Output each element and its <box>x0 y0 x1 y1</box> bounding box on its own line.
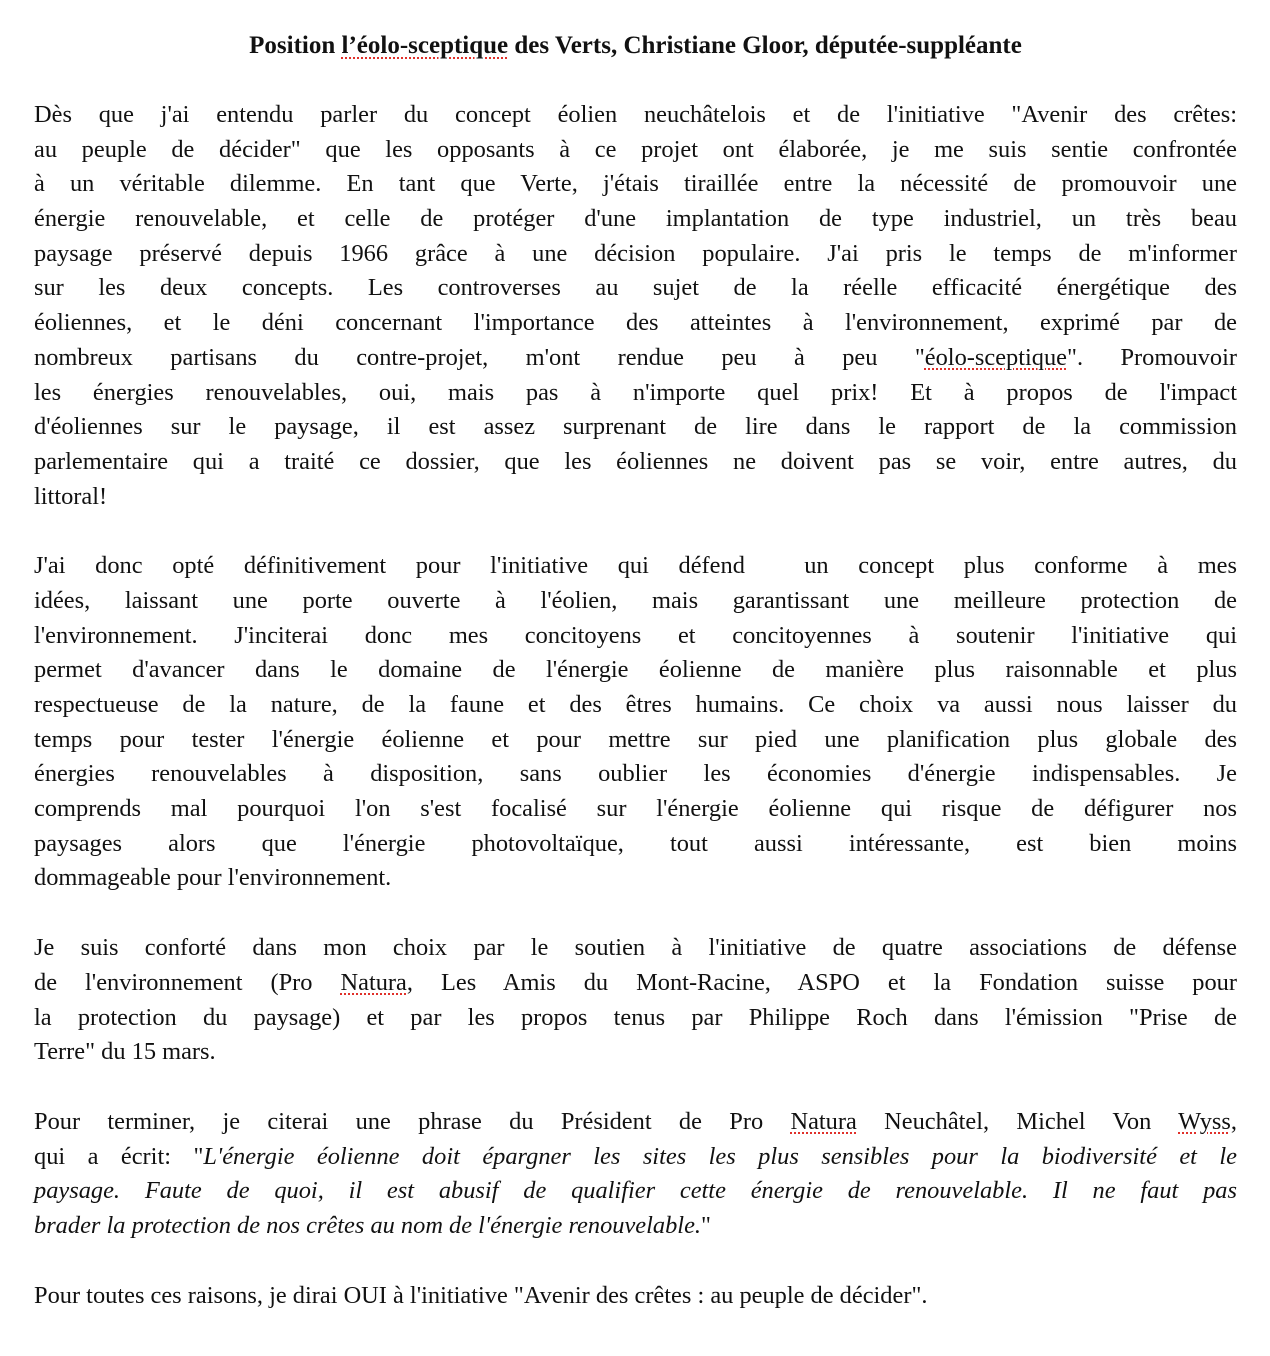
text-line: l'environnement. J'inciterai donc mes concitoyens et concitoyennes à soutenir l'initiative qui <box>34 621 1237 649</box>
text-line <box>34 1209 1237 1244</box>
text-line: dommageable pour l'environnement. <box>34 864 392 892</box>
text-line: éoliennes, et le déni concernant l'importance des atteintes à l'environnement, exprimé par de <box>34 309 1237 337</box>
paragraph-spacing <box>34 1244 1237 1279</box>
paragraph-spacing <box>34 1070 1237 1105</box>
quote-text-line: paysage. Faute de quoi, il est abusif de qualifier cette énergie de renouvelable. Il ne faut pas <box>34 1177 1237 1205</box>
title-text: des Verts, Christiane Gloor, députée-suppléante <box>508 32 1022 59</box>
text-line: Terre" du 15 mars. <box>34 1038 216 1066</box>
paragraph-spacing <box>34 514 1237 549</box>
paragraph-3 <box>34 931 1237 1070</box>
text-line: idées, laissant une porte ouverte à l'éolien, mais garantissant une meilleure protection de <box>34 586 1237 614</box>
text-segment: de l'environnement (Pro <box>34 968 341 996</box>
text-line: parlementaire qui a traité ce dossier, que les éoliennes ne doivent pas se voir, entre autres, du <box>34 447 1237 475</box>
title-text: Position <box>249 32 342 59</box>
spellcheck-flagged-word[interactable]: Wyss <box>1178 1107 1231 1135</box>
text-line: J'ai donc opté définitivement pour l'initiative qui défend un concept plus conforme à mes <box>34 552 1237 580</box>
text-segment: nombreux partisans du contre-projet, m'ont rendue peu à peu " <box>34 343 925 371</box>
text-segment: ". Promouvoir <box>1067 343 1238 371</box>
text-line: sur les deux concepts. Les controverses au sujet de la réelle efficacité énergétique des <box>34 274 1237 302</box>
text-line: paysage préservé depuis 1966 grâce à une décision populaire. J'ai pris le temps de m'informer <box>34 239 1237 267</box>
text-line: Dès que j'ai entendu parler du concept éolien neuchâtelois et de l'initiative "Avenir des crêtes: <box>34 101 1237 128</box>
paragraph-4 <box>34 1105 1237 1244</box>
text-line: d'éoliennes sur le paysage, il est assez surprenant de lire dans le rapport de la commission <box>34 413 1237 441</box>
document-page <box>34 28 1237 1313</box>
text-segment: Neuchâtel, Michel Von <box>856 1107 1179 1135</box>
text-line <box>34 966 1237 1001</box>
text-segment: Pour terminer, je citerai une phrase du Président de Pro <box>34 1107 791 1135</box>
paragraph-1 <box>34 98 1237 514</box>
quote-text: brader la protection de nos crêtes au nom de l'énergie renouvelable. <box>34 1211 701 1239</box>
text-segment: , Les Amis du Mont-Racine, ASPO et la Fondation suisse pour <box>406 968 1237 996</box>
text-segment: , <box>1230 1107 1237 1135</box>
spellcheck-flagged-word[interactable]: l’éolo-sceptique <box>341 32 509 59</box>
text-line: permet d'avancer dans le domaine de l'énergie éolienne de manière plus raisonnable et plus <box>34 656 1237 684</box>
text-line: Je suis conforté dans mon choix par le soutien à l'initiative de quatre associations de défense <box>34 934 1237 962</box>
text-segment: " <box>701 1211 711 1239</box>
text-line: la protection du paysage) et par les propos tenus par Philippe Roch dans l'émission "Prise de <box>34 1003 1237 1031</box>
spellcheck-flagged-word[interactable]: Natura <box>340 968 407 996</box>
text-line: comprends mal pourquoi l'on s'est focalisé sur l'énergie éolienne qui risque de défigurer nos <box>34 795 1237 823</box>
text-line <box>34 341 1237 376</box>
document-title <box>34 28 1237 64</box>
text-line <box>34 1140 1237 1175</box>
text-line: à un véritable dilemme. En tant que Verte, j'étais tiraillée entre la nécessité de promouvoir une <box>34 170 1237 198</box>
text-segment: qui a écrit: " <box>34 1142 204 1170</box>
text-line: les énergies renouvelables, oui, mais pas à n'importe quel prix! Et à propos de l'impact <box>34 378 1237 406</box>
text-line: Pour toutes ces raisons, je dirai OUI à l'initiative "Avenir des crêtes : au peuple de décider". <box>34 1281 928 1309</box>
paragraph-spacing <box>34 896 1237 931</box>
text-line <box>34 1105 1237 1140</box>
text-line: paysages alors que l'énergie photovoltaïque, tout aussi intéressante, est bien moins <box>34 829 1237 857</box>
paragraph-2 <box>34 549 1237 896</box>
quote-text: L'énergie éolienne doit épargner les sites les plus sensibles pour la biodiversité et le <box>203 1142 1237 1170</box>
text-line: énergie renouvelable, et celle de protéger d'une implantation de type industriel, un très beau <box>34 205 1237 233</box>
text-line: énergies renouvelables à disposition, sans oublier les économies d'énergie indispensables. Je <box>34 760 1237 788</box>
paragraph-5 <box>34 1279 1237 1314</box>
text-line: littoral! <box>34 482 108 510</box>
text-line: temps pour tester l'énergie éolienne et pour mettre sur pied une planification plus globale des <box>34 725 1237 753</box>
text-line: au peuple de décider" que les opposants à ce projet ont élaborée, je me suis sentie confrontée <box>34 135 1237 163</box>
spellcheck-flagged-word[interactable]: éolo-sceptique <box>924 343 1068 371</box>
spellcheck-flagged-word[interactable]: Natura <box>790 1107 857 1135</box>
text-line: respectueuse de la nature, de la faune et des êtres humains. Ce choix va aussi nous laisser du <box>34 691 1237 718</box>
